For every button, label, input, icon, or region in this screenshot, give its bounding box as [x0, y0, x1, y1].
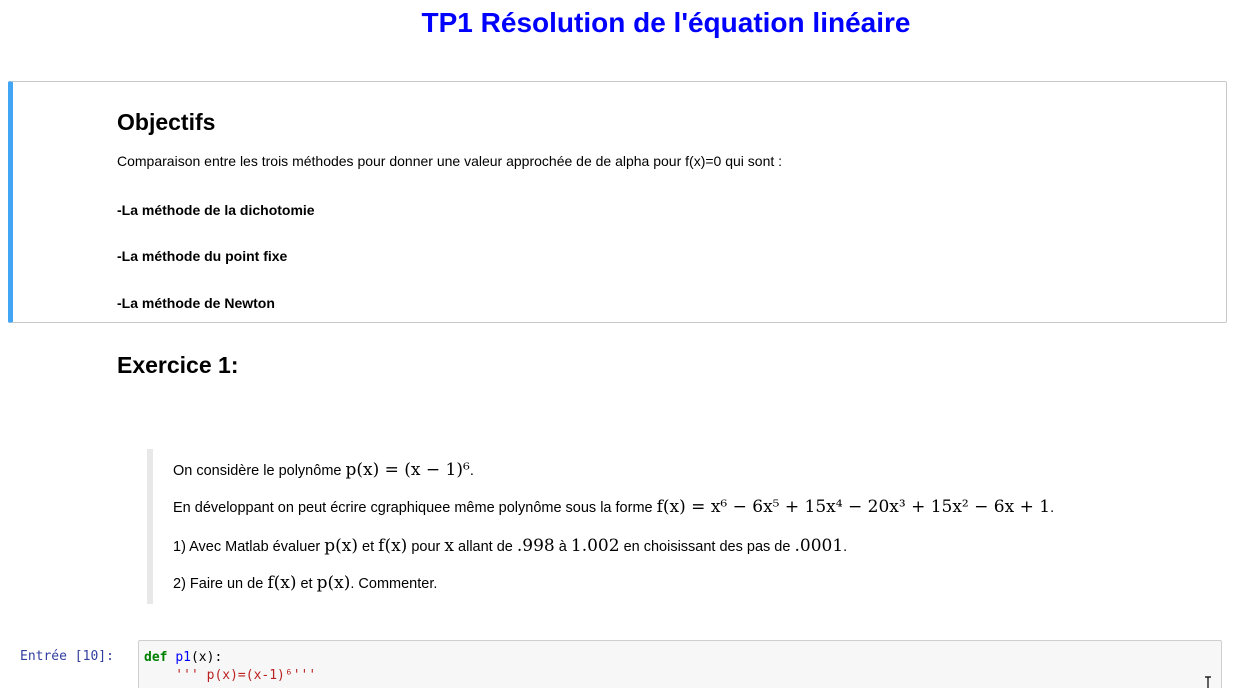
l3-t2: et — [358, 539, 379, 555]
objectives-heading: Objectifs — [117, 109, 216, 135]
l3-t4: allant de — [454, 539, 517, 555]
exercise-line-2-end: . — [1050, 500, 1055, 516]
code-editor[interactable] — [138, 640, 1222, 688]
exercise-line-1 — [173, 459, 474, 482]
l3-t1: 1) Avec Matlab évaluer — [173, 539, 325, 555]
l3-t5: à — [554, 539, 571, 555]
exercise-line-2-text: En développant on peut écrire cgraphiquee même polynôme sous la forme — [173, 500, 657, 516]
math-p-x: p(x) — [324, 536, 358, 556]
math-step-value: .0001 — [794, 536, 844, 556]
method-dichotomie: -La méthode de la dichotomie — [117, 202, 315, 218]
code-line-1 — [144, 649, 222, 666]
code-line-1-rest: (x): — [190, 650, 223, 665]
exercise-line-2 — [173, 496, 1054, 519]
math-start-value: .998 — [516, 536, 555, 556]
math-x: x — [444, 536, 454, 556]
math-f-x: f(x) — [378, 536, 408, 556]
input-prompt: Entrée [10]: — [20, 649, 114, 664]
method-newton: -La méthode de Newton — [117, 295, 275, 311]
text-cursor-icon — [1203, 676, 1213, 688]
l4-t2: et — [296, 576, 317, 592]
code-function-name: p1 — [175, 650, 191, 665]
exercise-line-4 — [173, 572, 437, 595]
exercise-line-1-text: On considère le polynôme — [173, 463, 346, 479]
page-title: TP1 Résolution de l'équation linéaire — [421, 7, 911, 38]
math-polynome-p: p(x) = (x − 1)⁶ — [345, 460, 470, 480]
method-point-fixe: -La méthode du point fixe — [117, 248, 288, 264]
exercise-blockquote — [147, 449, 1147, 604]
exercise-line-1-end: . — [469, 463, 474, 479]
math-polynome-f: f(x) = x⁶ − 6x⁵ + 15x⁴ − 20x³ + 15x² − 6x + 1 — [656, 497, 1051, 517]
exercise-heading: Exercice 1: — [117, 352, 239, 378]
math-p-x-2: p(x) — [316, 573, 351, 593]
code-keyword-def: def — [144, 650, 168, 665]
objectives-intro: Comparaison entre les trois méthodes pour donner une valeur approchée de de alpha pour f(x)=0 qui sont : — [117, 153, 783, 169]
l3-t3: pour — [407, 539, 445, 555]
objectives-cell[interactable] — [8, 81, 1227, 323]
l3-t6: en choisissant des pas de — [619, 539, 795, 555]
math-end-value: 1.002 — [570, 536, 620, 556]
math-f-x-2: f(x) — [267, 573, 297, 593]
exercise-line-3 — [173, 535, 847, 558]
l3-t7: . — [843, 539, 848, 555]
l4-t3: . Commenter. — [350, 576, 438, 592]
l4-t1: 2) Faire un de — [173, 576, 268, 592]
code-docstring: ''' p(x)=(x-1)⁶''' — [144, 668, 317, 683]
